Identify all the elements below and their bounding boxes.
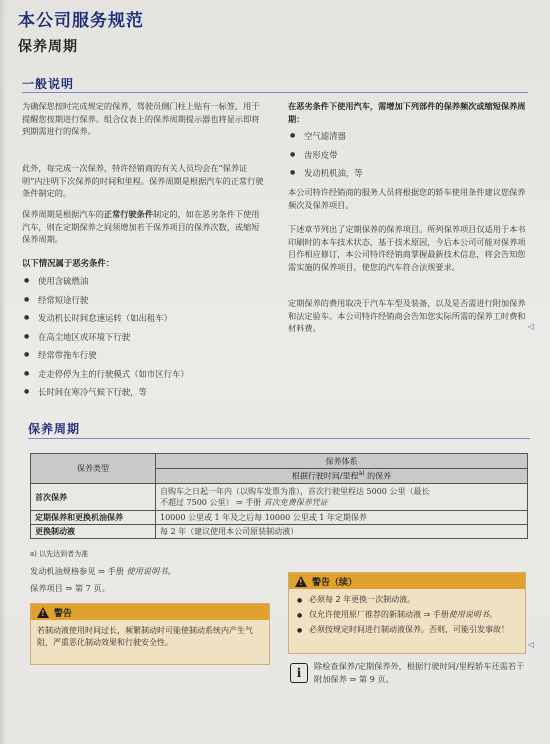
- list-item: ● 经常短途行驶: [22, 291, 272, 310]
- warning-item: ● 必须每 2 年更换一次制动液。: [295, 594, 519, 606]
- info-note: 除检查保养/定期保养外，根据行驶时间/里程轿车还需若干附加保养 ⇒ 第 9 页。: [314, 661, 525, 684]
- table-subheader: 根据行驶时间/里程$^{a)}$ 的保养: [156, 469, 528, 484]
- right-paragraph-3: 定期保养的费用取决于汽车车型及装备，以及是否需进行附加保养和法定验车。本公司特许经销商会告知您实际所需的保养工时费和材料费。: [288, 298, 526, 334]
- table-cell-type: 更换制动液: [31, 525, 156, 539]
- warning-header: ! 警告: [31, 604, 269, 620]
- page-subtitle: 保养周期: [18, 39, 78, 55]
- list-item: ● 空气滤清器: [288, 127, 518, 146]
- maintenance-table: [30, 453, 528, 539]
- general-paragraph-1: 为确保您按时完成规定的保养，驾驶员侧门柱上贴有一标签，用于提醒您按期进行保养。组合仪表上的保养周期提示器也将显示即将到期需进行的保养。: [22, 101, 260, 137]
- table-cell-value: 10000 公里或 1 年及之后每 10000 公里或 1 年定期保养: [156, 511, 528, 525]
- page-fold-shadow: [0, 0, 6, 744]
- section-rule-general: [22, 92, 528, 93]
- table-cell-type: 首次保养: [31, 484, 156, 511]
- section-end-marker: ◁: [528, 322, 535, 331]
- page-title: 本公司服务规范: [18, 11, 144, 31]
- table-cell-value: 每 2 年（建议使用本公司原装制动液）: [156, 525, 528, 539]
- warning-box-left: [30, 603, 270, 665]
- warning-end-marker: ◁: [528, 640, 535, 649]
- oil-spec-reference: 发动机油规格参见 ⇒ 手册 使用说明书。: [30, 566, 176, 576]
- table-header-system: 保养体系: [156, 454, 528, 469]
- list-item: ● 齿形皮带: [288, 146, 518, 165]
- section-rule-cycle: [28, 438, 530, 439]
- warning-triangle-icon: !: [295, 576, 307, 587]
- components-list: [288, 127, 518, 183]
- warning-item: ● 必须按规定时间进行制动液保养。否则，可能引发事故！: [295, 624, 519, 636]
- warning-box-right: [288, 572, 526, 654]
- list-item: ● 发动机长时间怠速运转（如出租车）: [22, 309, 272, 328]
- general-paragraph-2: 此外，每完成一次保养，特许经销商的有关人员均会在“保养证明”内注明下次保养的时间和里程。保养周期是根据汽车的正常行驶条件制定的。: [22, 163, 264, 199]
- section-heading-cycle: 保养周期: [28, 422, 81, 436]
- harsh-conditions-list: [22, 272, 272, 402]
- items-reference: 保养项目 ⇒ 第 7 页。: [30, 583, 110, 593]
- right-column-heading: 在恶劣条件下使用汽车，需增加下列部件的保养频次或缩短保养周期：: [288, 101, 526, 124]
- list-item: ● 使用含硫燃油: [22, 272, 272, 291]
- section-heading-general: 一般说明: [22, 77, 75, 91]
- list-item: ● 长时间在寒冷气候下行驶，等: [22, 383, 272, 402]
- table-header-type: 保养类型: [31, 454, 156, 484]
- table-footnote: a) 以先达到者为准: [30, 550, 89, 558]
- warning-triangle-icon: !: [37, 607, 49, 618]
- list-item: ● 经常带拖车行驶: [22, 346, 272, 365]
- general-paragraph-3: 保养周期是根据汽车的正常行驶条件制定的，如在恶劣条件下使用汽车，则在定期保养之间须增加若干保养项目的保养次数，或缩短保养周期。: [22, 209, 260, 245]
- list-item: ● 在高尘地区或环境下行驶: [22, 328, 272, 347]
- list-item: ● 发动机机油，等: [288, 164, 518, 183]
- warning-text: 若制动液使用时间过长，频繁制动时可能使制动系统内产生气阻，严重恶化制动效果和行驶安全性。: [37, 626, 253, 647]
- list-item: ● 走走停停为主的行驶模式（如市区行车）: [22, 365, 272, 384]
- right-paragraph-1: 本公司特许经销商的服务人员将根据您的轿车使用条件建议您保养频次及保养项目。: [288, 187, 526, 210]
- table-cell-type: 定期保养和更换机油保养: [31, 511, 156, 525]
- info-icon: i: [290, 663, 308, 683]
- warning-item: ● 仅允许使用原厂推荐的新制动液 ⇒ 手册使用说明书。: [295, 609, 519, 621]
- table-cell-value: 自购车之日起一年内（以购车发票为准），首次行驶里程达 5000 公里（最长 不超过 7500 公里） ⇒ 手册 首次免费保养凭证: [156, 484, 528, 511]
- harsh-conditions-label: 以下情况属于恶劣条件：: [22, 258, 115, 268]
- warning-header: ! 警告（续）: [289, 573, 525, 589]
- right-paragraph-2: 下述章节列出了定期保养的保养项目。所列保养项目仅适用于本书印刷时的本车技术状态，基于技术原因，今后本公司可能对保养项目作相应修订，本公司特许经销商掌握最新技术信息，将会告知您需实施的保养项目，使您的汽车符合法规要求。: [288, 224, 526, 272]
